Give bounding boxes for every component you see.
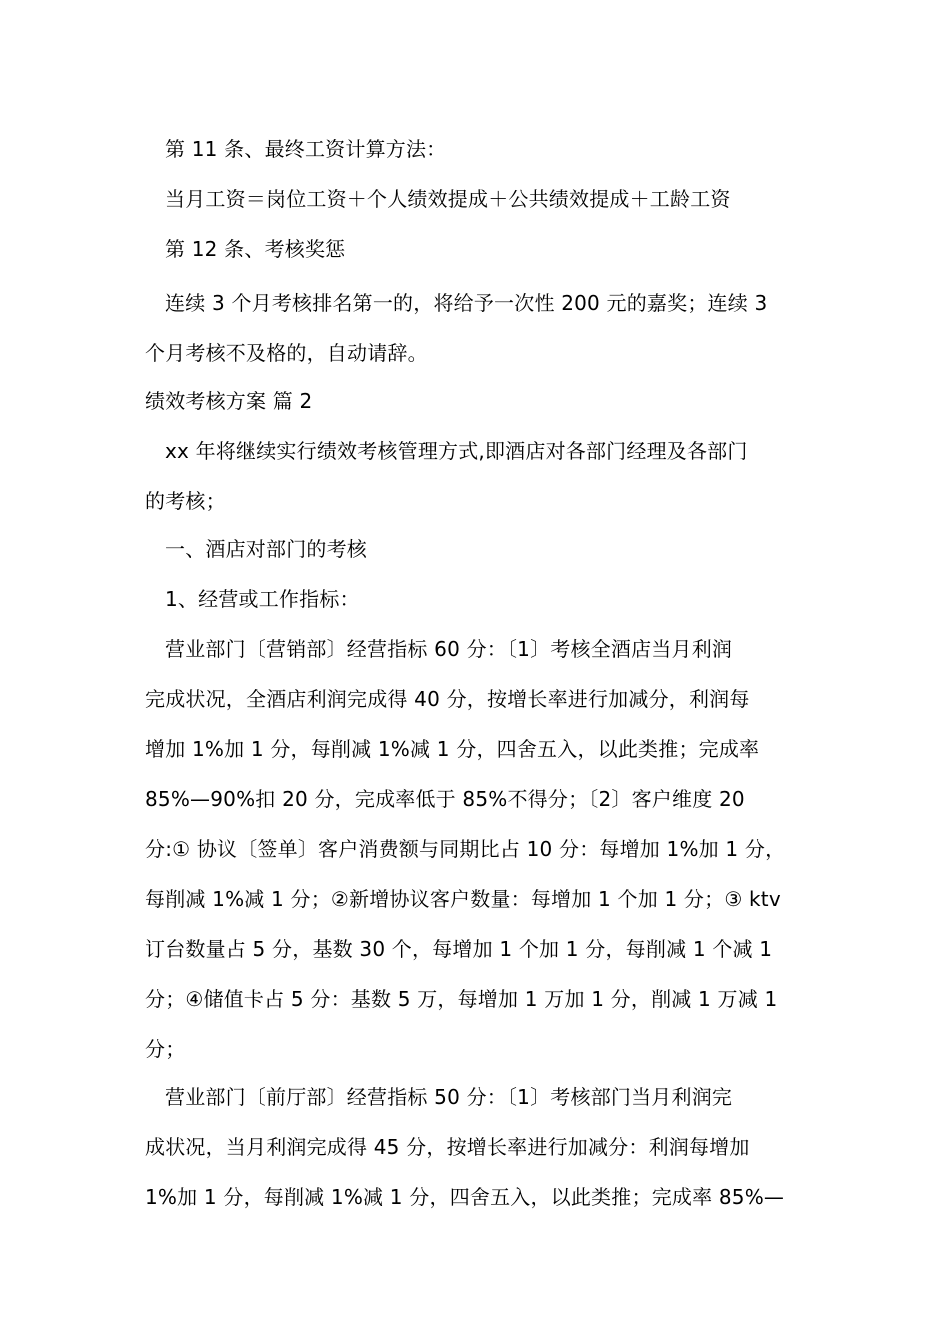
subsection-heading: 一、酒店对部门的考核 — [165, 537, 367, 561]
paragraph-line: 订台数量占 5 分，基数 30 个，每增加 1 个加 1 分，每削减 1 个减 1 — [145, 937, 773, 961]
paragraph-line: 成状况，当月利润完成得 45 分，按增长率进行加减分：利润每增加 — [145, 1135, 750, 1159]
paragraph-line: 营业部门〔营销部〕经营指标 60 分：〔1〕考核全酒店当月利润 — [165, 637, 733, 661]
paragraph-line: xx 年将继续实行绩效考核管理方式,即酒店对各部门经理及各部门 — [165, 439, 748, 463]
paragraph-line: 分；④储值卡占 5 分：基数 5 万，每增加 1 万加 1 分，削减 1 万减 1 — [145, 987, 778, 1011]
paragraph-line: 分:① 协议〔签单〕客户消费额与同期比占 10 分：每增加 1%加 1 分， — [145, 837, 786, 861]
paragraph-line: 85%—90%扣 20 分，完成率低于 85%不得分；〔2〕客户维度 20 — [145, 787, 745, 811]
paragraph-line: 营业部门〔前厅部〕经营指标 50 分：〔1〕考核部门当月利润完 — [165, 1085, 733, 1109]
paragraph-line: 个月考核不及格的，自动请辞。 — [145, 341, 428, 365]
paragraph-line: 完成状况，全酒店利润完成得 40 分，按增长率进行加减分，利润每 — [145, 687, 750, 711]
paragraph-line: 的考核； — [145, 489, 226, 513]
paragraph-line: 分； — [145, 1037, 186, 1061]
article-12-heading: 第 12 条、考核奖惩 — [165, 237, 346, 261]
paragraph-line: 连续 3 个月考核排名第一的，将给予一次性 200 元的嘉奖；连续 3 — [165, 291, 768, 315]
paragraph-line: 每削减 1%减 1 分；②新增协议客户数量：每增加 1 个加 1 分；③ ktv — [145, 887, 781, 911]
article-11-heading: 第 11 条、最终工资计算方法： — [165, 137, 447, 161]
paragraph-line: 增加 1%加 1 分，每削减 1%减 1 分，四舍五入，以此类推；完成率 — [145, 737, 760, 761]
subsection-heading: 1、经营或工作指标： — [165, 587, 360, 611]
paragraph-line: 1%加 1 分，每削减 1%减 1 分，四舍五入，以此类推；完成率 85%— — [145, 1185, 785, 1209]
salary-formula: 当月工资＝岗位工资＋个人绩效提成＋公共绩效提成＋工龄工资 — [165, 187, 731, 211]
section-title: 绩效考核方案 篇 2 — [145, 389, 313, 413]
